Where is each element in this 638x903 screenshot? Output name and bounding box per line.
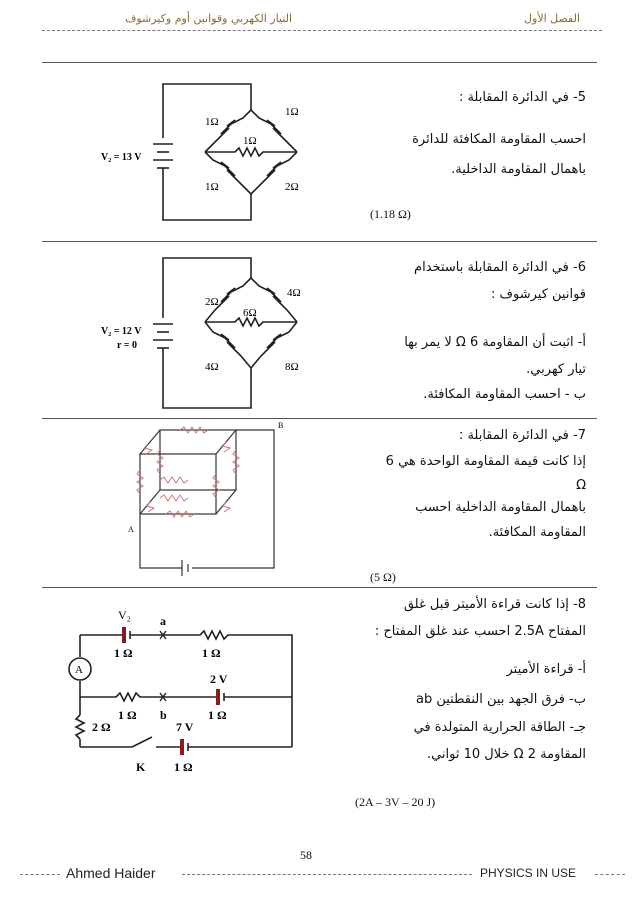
resistor-label: 2Ω (205, 296, 219, 308)
footer-divider (595, 874, 625, 875)
resistor-label: 1 Ω (114, 646, 133, 660)
question-5-text: باهمال المقاومة الداخلية. (451, 162, 586, 177)
resistor-label: 4Ω (205, 361, 219, 373)
question-7-text: Ω (576, 478, 586, 493)
question-7-heading: 7- في الدائرة المقابلة : (458, 428, 586, 443)
resistor-label: 2 Ω (92, 720, 111, 734)
resistor-label: 8Ω (285, 361, 299, 373)
question-6-heading: 6- في الدائرة المقابلة باستخدام (414, 260, 586, 275)
divider (42, 418, 597, 419)
node-a-label: A (128, 525, 134, 534)
source-label: 2 V (210, 672, 228, 686)
resistor-label: 1Ω (205, 116, 219, 128)
source-label: 7 V (176, 720, 194, 734)
resistor-label: 1Ω (285, 106, 299, 118)
resistor-label: 1 Ω (208, 708, 227, 722)
bridge-circuit-6 (95, 248, 345, 418)
divider (42, 241, 597, 242)
chapter-title: الفصل الأول (524, 12, 580, 25)
question-8-heading: 8- إذا كانت قراءة الأميتر قبل غلق (403, 597, 586, 612)
divider (42, 62, 597, 63)
switch-label: K (136, 760, 146, 774)
complex-circuit-8 (60, 605, 310, 785)
resistor-label: 2Ω (285, 181, 299, 193)
resistor-label: 1 Ω (118, 708, 137, 722)
header-title: التيار الكهربي وقوانين أوم وكيرشوف (124, 12, 292, 25)
question-8-text: المقاومة 2 Ω خلال 10 ثواني. (426, 747, 586, 762)
source-label: V₂ = 12 V (101, 326, 142, 337)
question-8-text: أ- قراءة الأميتر (506, 662, 586, 677)
question-7-answer: (5 Ω) (370, 570, 396, 584)
header-divider (42, 30, 602, 31)
resistor-label: 1Ω (243, 135, 257, 147)
resistor-label: 1 Ω (174, 760, 193, 774)
question-8-text: جـ- الطاقة الحرارية المتولدة في (413, 720, 586, 735)
question-6-text: تيار كهربي. (526, 362, 586, 377)
resistor-label: 1 Ω (202, 646, 221, 660)
page-number: 58 (300, 848, 312, 862)
question-8-answer: (2A – 3V – 20 J) (355, 795, 436, 809)
question-8-text: المفتاح 2.5A احسب عند غلق المفتاح : (374, 624, 586, 639)
resistor-label: 6Ω (243, 307, 257, 319)
question-6-text: ب - احسب المقاومة المكافئة. (423, 387, 586, 402)
question-5-text: احسب المقاومة المكافئة للدائرة (412, 132, 586, 147)
point-a-label: a (160, 614, 166, 628)
vb-label: V₂ (118, 608, 131, 622)
internal-resistance-label: r = 0 (117, 340, 137, 351)
question-7-text: المقاومة المكافئة. (488, 525, 586, 540)
node-b-label: B (278, 421, 284, 430)
question-7-text: إذا كانت قيمة المقاومة الواحدة هي 6 (385, 454, 586, 469)
resistor-label: 4Ω (287, 287, 301, 299)
footer-divider (20, 874, 60, 875)
question-8-text: ب- فرق الجهد بين النقطتين ab (416, 692, 586, 707)
footer-author: Ahmed Haider (66, 865, 156, 881)
cube-circuit-7 (120, 420, 300, 585)
question-6-text: قوانين كيرشوف : (491, 287, 586, 302)
question-7-text: باهمال المقاومة الداخلية احسب (415, 500, 586, 515)
divider (42, 587, 597, 588)
point-b-label: b (160, 708, 167, 722)
question-5-heading: 5- في الدائرة المقابلة : (458, 90, 586, 105)
bridge-circuit-5 (95, 70, 345, 240)
question-6-text: أ- اثبت أن المقاومة 6 Ω لا يمر بها (404, 335, 586, 350)
resistor-label: 1Ω (205, 181, 219, 193)
footer-book-title: PHYSICS IN USE (480, 866, 577, 880)
footer-divider (182, 874, 472, 875)
source-label: V₂ = 13 V (101, 152, 142, 163)
ammeter-label: A (75, 664, 83, 676)
question-5-answer: (1.18 Ω) (370, 207, 411, 221)
